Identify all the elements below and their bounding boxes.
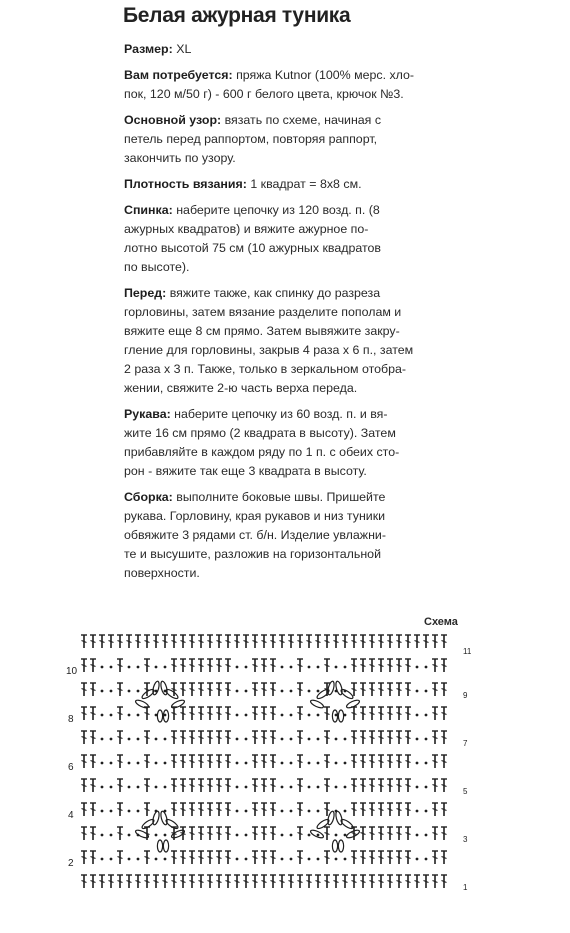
chain-dot-symbol (425, 690, 428, 693)
chain-dot-symbol (236, 834, 239, 837)
chain-dot-symbol (155, 762, 158, 765)
chain-dot-symbol (308, 810, 311, 813)
chain-dot-symbol (137, 690, 140, 693)
chain-dot-symbol (101, 834, 104, 837)
petal-symbol (346, 699, 361, 710)
chain-dot-symbol (128, 738, 131, 741)
chain-dot-symbol (236, 810, 239, 813)
chain-dot-symbol (101, 810, 104, 813)
paragraph-text: 2 раза х 3 п. Также, только в зеркальном отобра- (124, 362, 407, 376)
chain-dot-symbol (281, 714, 284, 717)
chain-dot-symbol (110, 762, 113, 765)
paragraph-sleeves (124, 405, 474, 481)
paragraph-text: XL (172, 42, 192, 56)
chain-dot-symbol (416, 690, 419, 693)
paragraph-label: Перед: (124, 286, 167, 300)
chain-dot-symbol (155, 858, 158, 861)
chain-dot-symbol (101, 714, 104, 717)
chart-symbols (81, 635, 447, 888)
chain-dot-symbol (308, 714, 311, 717)
chain-dot-symbol (110, 786, 113, 789)
petal-symbol (327, 811, 336, 826)
chain-dot-symbol (245, 786, 248, 789)
row-number-left: 6 (68, 762, 74, 773)
row-number-right: 9 (463, 691, 468, 700)
chain-dot-symbol (137, 666, 140, 669)
chain-dot-symbol (281, 690, 284, 693)
paragraph-text: пряжа Kutnor (100% мерс. хло- (232, 68, 415, 82)
chain-dot-symbol (308, 666, 311, 669)
crochet-chart (60, 632, 480, 902)
chain-dot-symbol (425, 762, 428, 765)
chain-dot-symbol (128, 762, 131, 765)
chain-dot-symbol (137, 810, 140, 813)
page-title: Белая ажурная туника (123, 4, 351, 27)
paragraph-label: Основной узор: (124, 113, 222, 127)
paragraph-label: Вам потребуется: (124, 68, 233, 82)
chain-dot-symbol (425, 714, 428, 717)
petal-symbol (335, 681, 344, 696)
chain-dot-symbol (335, 666, 338, 669)
chain-dot-symbol (110, 738, 113, 741)
chain-dot-symbol (290, 762, 293, 765)
paragraph-assembly (124, 488, 474, 583)
paragraph-text: петель перед раппортом, повторяя раппорт, (124, 132, 378, 146)
chain-dot-symbol (245, 690, 248, 693)
chain-dot-symbol (290, 858, 293, 861)
chain-dot-symbol (281, 858, 284, 861)
chain-dot-symbol (164, 666, 167, 669)
chain-dot-symbol (281, 834, 284, 837)
chain-dot-symbol (137, 714, 140, 717)
chain-dot-symbol (317, 738, 320, 741)
row-number-right: 5 (463, 787, 468, 796)
paragraph-pattern (124, 111, 474, 168)
petal-symbol (332, 840, 337, 852)
row-number-right: 3 (463, 835, 468, 844)
chain-dot-symbol (155, 666, 158, 669)
chain-dot-symbol (137, 738, 140, 741)
chain-dot-symbol (425, 858, 428, 861)
chain-dot-symbol (317, 834, 320, 837)
chain-dot-symbol (236, 714, 239, 717)
chart-row-numbers (66, 647, 472, 892)
chain-dot-symbol (317, 762, 320, 765)
chain-dot-symbol (245, 810, 248, 813)
paragraph-text: жите 16 см прямо (2 квадрата в высоту). Затем (124, 426, 396, 440)
chain-dot-symbol (110, 810, 113, 813)
row-number-right: 11 (463, 647, 472, 656)
chain-dot-symbol (164, 738, 167, 741)
chain-dot-symbol (344, 858, 347, 861)
chain-dot-symbol (308, 738, 311, 741)
chain-dot-symbol (416, 786, 419, 789)
chain-dot-symbol (344, 762, 347, 765)
chain-dot-symbol (245, 834, 248, 837)
paragraph-text: выполните боковые швы. Пришейте (172, 490, 386, 504)
paragraph-gauge (124, 175, 474, 194)
chain-dot-symbol (245, 666, 248, 669)
paragraph-label: Спинка: (124, 203, 173, 217)
chain-dot-symbol (137, 858, 140, 861)
paragraph-label: Размер: (124, 42, 173, 56)
paragraph-size (124, 40, 474, 59)
petal-symbol (157, 710, 162, 722)
chain-dot-symbol (164, 834, 167, 837)
row-number-left: 2 (68, 858, 74, 869)
chain-dot-symbol (308, 786, 311, 789)
paragraph-front (124, 284, 474, 398)
chain-dot-symbol (245, 762, 248, 765)
chain-dot-symbol (281, 738, 284, 741)
chain-dot-symbol (335, 858, 338, 861)
chain-dot-symbol (335, 762, 338, 765)
chain-dot-symbol (416, 738, 419, 741)
chain-dot-symbol (335, 834, 338, 837)
chain-dot-symbol (236, 738, 239, 741)
chain-dot-symbol (290, 690, 293, 693)
chain-dot-symbol (236, 666, 239, 669)
chain-dot-symbol (245, 714, 248, 717)
row-number-left: 10 (66, 666, 78, 677)
row-number-left: 8 (68, 714, 74, 725)
chain-dot-symbol (317, 690, 320, 693)
chain-dot-symbol (110, 666, 113, 669)
paragraph-text: вяжите также, как спинку до разреза (166, 286, 381, 300)
chain-dot-symbol (425, 666, 428, 669)
chain-dot-symbol (281, 666, 284, 669)
chain-dot-symbol (110, 714, 113, 717)
chain-dot-symbol (236, 858, 239, 861)
petal-symbol (160, 681, 169, 696)
chain-dot-symbol (416, 714, 419, 717)
paragraph-text: ажурных квадратов) и вяжите ажурное по- (124, 222, 369, 236)
chain-dot-symbol (425, 786, 428, 789)
chain-dot-symbol (308, 834, 311, 837)
chain-dot-symbol (317, 786, 320, 789)
chain-dot-symbol (290, 834, 293, 837)
chain-dot-symbol (110, 690, 113, 693)
paragraph-text: 1 квадрат = 8х8 см. (246, 177, 362, 191)
chain-dot-symbol (344, 786, 347, 789)
row-number-left: 4 (68, 810, 74, 821)
paragraph-text: вязать по схеме, начиная с (221, 113, 382, 127)
chain-dot-symbol (164, 786, 167, 789)
chain-dot-symbol (317, 858, 320, 861)
paragraph-text: закончить по узору. (124, 151, 236, 165)
chain-dot-symbol (101, 858, 104, 861)
chain-dot-symbol (416, 762, 419, 765)
chain-dot-symbol (281, 762, 284, 765)
chain-dot-symbol (128, 810, 131, 813)
chain-dot-symbol (110, 834, 113, 837)
chain-dot-symbol (155, 786, 158, 789)
row-number-right: 1 (463, 883, 468, 892)
chain-dot-symbol (101, 738, 104, 741)
instructions (124, 40, 474, 590)
paragraph-text: поверхности. (124, 566, 200, 580)
chain-dot-symbol (335, 738, 338, 741)
chain-dot-symbol (164, 762, 167, 765)
paragraph-text: по высоте). (124, 260, 190, 274)
paragraph-text: пок, 120 м/50 г) - 600 г белого цвета, крючок №3. (124, 87, 404, 101)
petal-symbol (152, 681, 161, 696)
chain-dot-symbol (290, 810, 293, 813)
paragraph-label: Рукава: (124, 407, 171, 421)
chain-dot-symbol (290, 786, 293, 789)
chain-dot-symbol (290, 666, 293, 669)
chain-dot-symbol (317, 714, 320, 717)
chain-dot-symbol (110, 858, 113, 861)
chain-dot-symbol (344, 666, 347, 669)
chain-dot-symbol (101, 786, 104, 789)
petal-symbol (310, 829, 325, 840)
chain-dot-symbol (281, 810, 284, 813)
chain-dot-symbol (101, 690, 104, 693)
chain-dot-symbol (416, 810, 419, 813)
chain-dot-symbol (425, 810, 428, 813)
petal-symbol (160, 811, 169, 826)
chain-dot-symbol (236, 786, 239, 789)
petal-symbol (310, 699, 325, 710)
chain-dot-symbol (236, 690, 239, 693)
paragraph-text: лотно высотой 75 см (10 ажурных квадратов (124, 241, 381, 255)
paragraph-text: прибавляйте в каждом ряду по 1 п. с обеих сто- (124, 445, 400, 459)
paragraph-back (124, 201, 474, 277)
chain-dot-symbol (164, 858, 167, 861)
paragraph-text: горловины, затем вязание разделите пополам и (124, 305, 402, 319)
chain-dot-symbol (308, 762, 311, 765)
petal-symbol (346, 829, 361, 840)
chain-dot-symbol (245, 858, 248, 861)
chain-dot-symbol (236, 762, 239, 765)
chain-dot-symbol (128, 714, 131, 717)
chain-dot-symbol (281, 786, 284, 789)
row-number-right: 7 (463, 739, 468, 748)
chain-dot-symbol (317, 666, 320, 669)
paragraph-text: жении, свяжите 2-ю часть верха переда. (124, 381, 358, 395)
paragraph-text: рон - вяжите так еще 3 квадрата в высоту. (124, 464, 367, 478)
paragraph-text: обвяжите 3 рядами ст. б/н. Изделие увлажни- (124, 528, 386, 542)
chain-dot-symbol (128, 786, 131, 789)
chain-dot-symbol (128, 666, 131, 669)
chain-dot-symbol (137, 762, 140, 765)
paragraph-text: наберите цепочку из 60 возд. п. и вя- (170, 407, 388, 421)
paragraph-text: наберите цепочку из 120 возд. п. (8 (172, 203, 380, 217)
chain-dot-symbol (128, 858, 131, 861)
chain-dot-symbol (137, 786, 140, 789)
paragraph-materials (124, 66, 474, 104)
chain-dot-symbol (101, 666, 104, 669)
paragraph-text: гление для горловины, закрыв 4 раза х 6 п., затем (124, 343, 414, 357)
petal-symbol (163, 840, 168, 852)
schema-label: Схема (424, 616, 458, 628)
paragraph-label: Сборка: (124, 490, 173, 504)
chain-dot-symbol (128, 834, 131, 837)
chain-dot-symbol (425, 834, 428, 837)
chain-dot-symbol (155, 834, 158, 837)
chain-dot-symbol (155, 738, 158, 741)
petal-symbol (152, 811, 161, 826)
chain-dot-symbol (344, 738, 347, 741)
chain-dot-symbol (290, 714, 293, 717)
chain-dot-symbol (416, 834, 419, 837)
chain-dot-symbol (101, 762, 104, 765)
chain-dot-symbol (128, 690, 131, 693)
chain-dot-symbol (290, 738, 293, 741)
chain-dot-symbol (335, 786, 338, 789)
chain-dot-symbol (308, 858, 311, 861)
chain-dot-symbol (317, 810, 320, 813)
chain-dot-symbol (344, 810, 347, 813)
chain-dot-symbol (425, 738, 428, 741)
paragraph-text: те и высушите, разложив на горизонтальной (124, 547, 381, 561)
petal-symbol (135, 699, 150, 710)
paragraph-text: вяжите еще 8 см прямо. Затем вывяжите закру- (124, 324, 400, 338)
chain-dot-symbol (416, 858, 419, 861)
chain-dot-symbol (245, 738, 248, 741)
petal-symbol (338, 710, 343, 722)
paragraph-label: Плотность вязания: (124, 177, 247, 191)
paragraph-text: рукава. Горловину, края рукавов и низ туники (124, 509, 386, 523)
chain-dot-symbol (308, 690, 311, 693)
petal-symbol (157, 840, 162, 852)
petal-symbol (335, 811, 344, 826)
chain-dot-symbol (416, 666, 419, 669)
petal-symbol (338, 840, 343, 852)
